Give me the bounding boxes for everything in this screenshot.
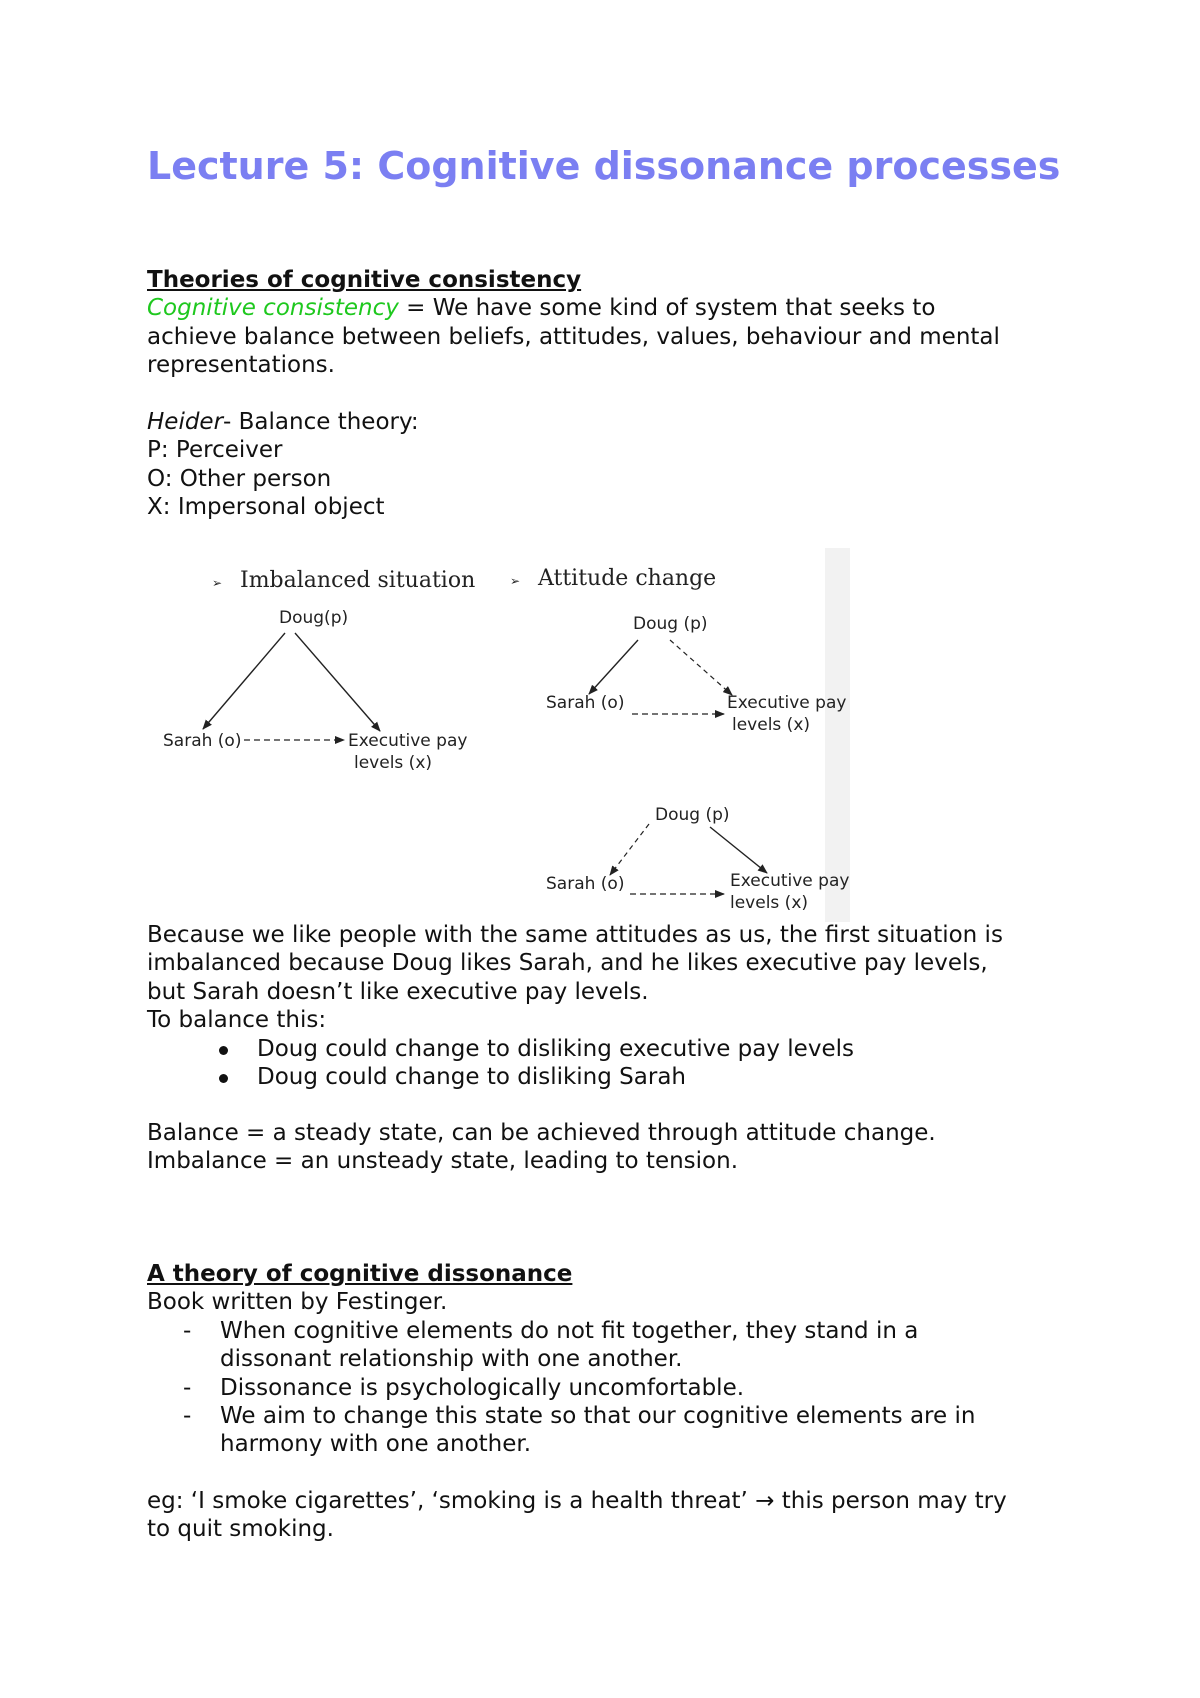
heider-item-p: P: Perceiver xyxy=(147,437,283,464)
section-consistency xyxy=(147,266,1082,380)
dash-marker: - xyxy=(183,1317,192,1344)
explanation-block xyxy=(147,921,1082,1091)
right-bottom-edge-p-o xyxy=(610,824,649,875)
left-label-o: Sarah (o) xyxy=(163,731,242,751)
definition-text: = We have some kind of system that seeks to xyxy=(398,295,936,322)
explanation-line-4: To balance this: xyxy=(147,1007,327,1034)
left-label-x1: Executive pay xyxy=(348,731,468,751)
dash-marker: - xyxy=(183,1374,192,1401)
dash-marker: - xyxy=(183,1403,192,1430)
list-item-text: Doug could change to disliking Sarah xyxy=(257,1064,686,1091)
bullet-icon xyxy=(219,1074,228,1083)
right-bottom-label-p: Doug (p) xyxy=(655,805,730,825)
list-item xyxy=(147,1035,1082,1063)
right-bottom-edge-p-x xyxy=(710,827,767,873)
imbalance-line: Imbalance = an unsteady state, leading to tension. xyxy=(147,1148,739,1175)
left-edge-p-x xyxy=(295,633,380,731)
heider-rest: - Balance theory: xyxy=(223,409,419,435)
list-item xyxy=(147,1063,1082,1091)
right-top-edge-p-x xyxy=(670,640,732,695)
left-heading-bullet: ➢ xyxy=(212,576,223,590)
definition-line-1 xyxy=(147,294,1082,322)
list-item-text-cont: dissonant relationship with one another. xyxy=(220,1346,683,1373)
heider-line xyxy=(147,408,1082,436)
example-text-a: eg: ‘I smoke cigarettes’, ‘smoking is a health threat’ xyxy=(147,1488,756,1514)
right-top-label-o: Sarah (o) xyxy=(546,693,625,713)
heider-block xyxy=(147,408,1082,522)
explanation-line-2: imbalanced because Doug likes Sarah, and he likes executive pay levels, xyxy=(147,950,988,977)
section-dissonance xyxy=(147,1260,1082,1459)
left-edge-p-o xyxy=(203,633,285,729)
right-top-label-x2: levels (x) xyxy=(732,715,811,735)
list-item xyxy=(147,1402,1082,1459)
right-heading-bullet: ➢ xyxy=(510,574,521,588)
left-label-x2: levels (x) xyxy=(354,753,433,773)
left-heading: Imbalanced situation xyxy=(240,568,476,593)
festinger-intro: Book written by Festinger. xyxy=(147,1289,448,1316)
list-item-text: Doug could change to disliking executive pay levels xyxy=(257,1035,854,1062)
example-line-1 xyxy=(147,1487,1082,1515)
left-label-p: Doug(p) xyxy=(279,608,349,628)
right-top-edge-p-o xyxy=(589,640,638,694)
bullet-icon xyxy=(219,1046,228,1055)
section-heading-consistency: Theories of cognitive consistency xyxy=(147,267,582,293)
balance-options-list xyxy=(147,1035,1082,1092)
definition-line-2: achieve balance between beliefs, attitudes, values, behaviour and mental xyxy=(147,323,1000,350)
right-top-label-x1: Executive pay xyxy=(727,693,847,713)
right-top-label-p: Doug (p) xyxy=(633,614,708,634)
explanation-line-1: Because we like people with the same attitudes as us, the first situation is xyxy=(147,922,1003,948)
dissonance-points-list xyxy=(147,1317,1082,1459)
right-bottom-label-x2: levels (x) xyxy=(730,893,809,913)
heider-item-x: X: Impersonal object xyxy=(147,494,385,521)
list-item xyxy=(147,1317,1082,1374)
list-item-text: When cognitive elements do not fit together, they stand in a xyxy=(220,1317,919,1344)
page-title: Lecture 5: Cognitive dissonance processes xyxy=(147,144,1061,188)
list-item-text: Dissonance is psychologically uncomfortable. xyxy=(220,1374,745,1401)
list-item-text: We aim to change this state so that our cognitive elements are in xyxy=(220,1403,976,1430)
right-arrow-icon: → xyxy=(755,1488,775,1514)
heider-name: Heider xyxy=(147,409,224,435)
example-text-b: this person may try xyxy=(774,1488,1007,1514)
right-bottom-label-x1: Executive pay xyxy=(730,871,850,891)
smoking-example xyxy=(147,1487,1082,1544)
balance-line: Balance = a steady state, can be achieved through attitude change. xyxy=(147,1120,936,1146)
list-item xyxy=(147,1374,1082,1402)
section-heading-dissonance: A theory of cognitive dissonance xyxy=(147,1261,573,1287)
heider-item-o: O: Other person xyxy=(147,465,332,492)
term-cognitive-consistency: Cognitive consistency xyxy=(147,295,399,322)
balance-theory-figure xyxy=(140,548,850,922)
example-line-2: to quit smoking. xyxy=(147,1516,334,1543)
balance-definitions xyxy=(147,1119,1082,1176)
right-heading: Attitude change xyxy=(538,566,717,591)
figure-edge-shade xyxy=(825,548,850,922)
right-bottom-label-o: Sarah (o) xyxy=(546,874,625,894)
balance-diagram xyxy=(140,548,850,922)
list-item-text-cont: harmony with one another. xyxy=(220,1431,532,1458)
explanation-line-3: but Sarah doesn’t like executive pay levels. xyxy=(147,978,649,1005)
definition-line-3: representations. xyxy=(147,352,335,379)
